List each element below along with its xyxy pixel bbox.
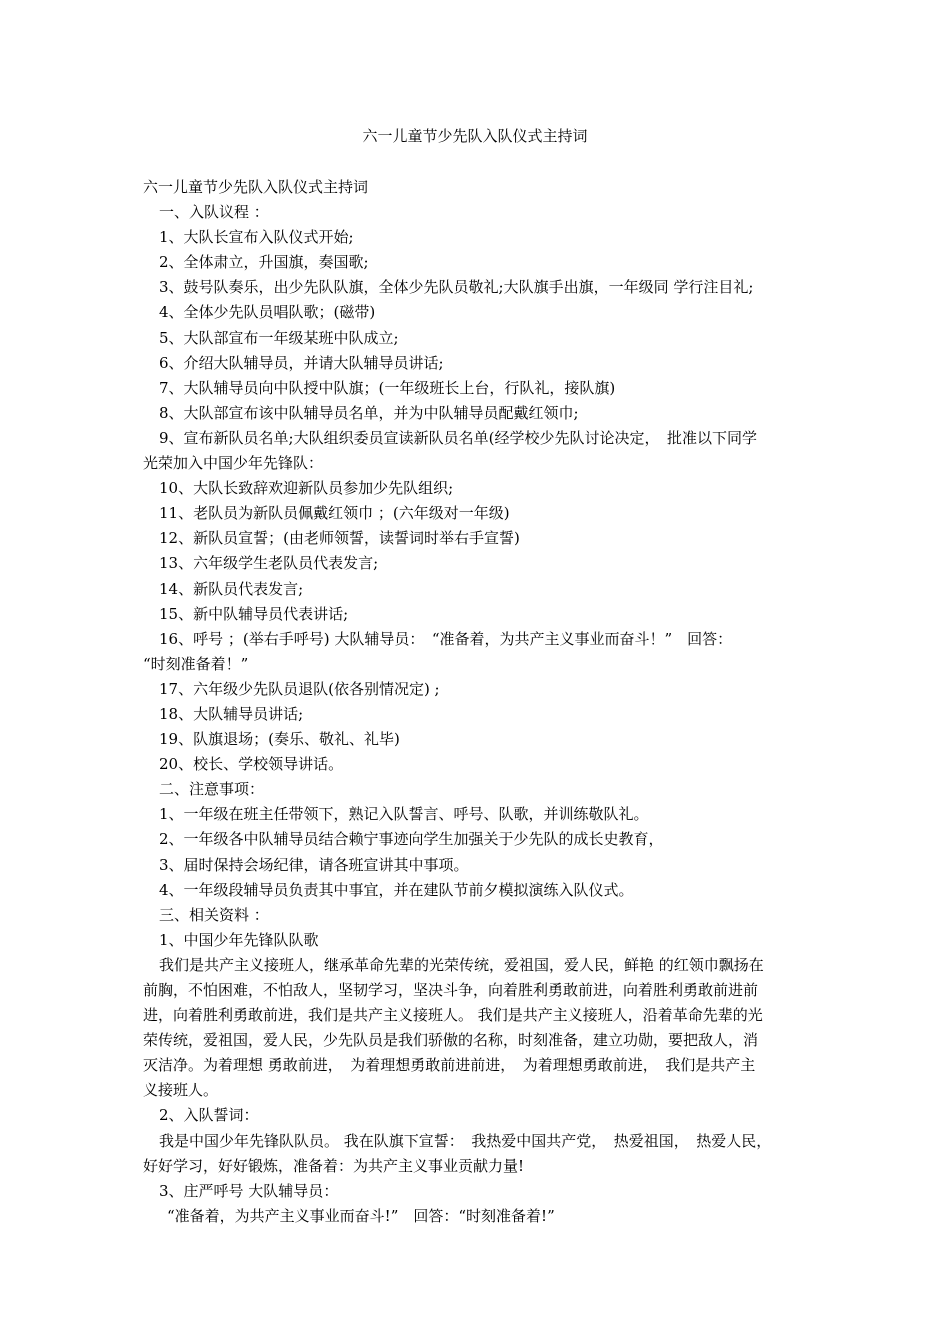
agenda-item-17: 17、六年级少先队员退队(依各别情况定) ; — [159, 679, 440, 698]
note-item-4: 4、一年级段辅导员负责其中事宜，并在建队节前夕模拟演练入队仪式。 — [159, 880, 634, 899]
section-heading-materials: 三、相关资料 ： — [159, 905, 269, 924]
agenda-item-16-line2: “时刻准备着！” — [143, 654, 249, 673]
agenda-item-2: 2、全体肃立，升国旗，奏国歌; — [159, 253, 369, 272]
agenda-item-13: 13、六年级学生老队员代表发言; — [159, 554, 379, 573]
note-item-1: 1、一年级在班主任带领下，熟记入队誓言、呼号、队歌，并训练敬队礼。 — [159, 805, 649, 824]
section-heading-notes: 二、注意事项： — [159, 780, 265, 799]
agenda-item-18: 18、大队辅导员讲话; — [159, 704, 304, 723]
agenda-item-8: 8、大队部宣布该中队辅导员名单，并为中队辅导员配戴红领巾; — [159, 403, 579, 422]
song-line: 进，向着胜利勇敢前进，我们是共产主义接班人。 我们是共产主义接班人，沿着革命先辈的光 — [143, 1006, 763, 1025]
slogan-heading: 3、庄严呼号 大队辅导员： — [159, 1181, 339, 1200]
section-heading-agenda: 一、入队议程 ： — [159, 203, 269, 222]
oath-line: 我是中国少年先锋队队员。 我在队旗下宣誓： 我热爱中国共产党， 热爱祖国， 热爱人民， — [159, 1131, 772, 1150]
note-item-2: 2、一年级各中队辅导员结合赖宁事迹向学生加强关于少先队的成长史教育， — [159, 830, 664, 849]
agenda-item-6: 6、介绍大队辅导员，并请大队辅导员讲话; — [159, 353, 444, 372]
song-line: 义接班人。 — [143, 1081, 219, 1100]
agenda-item-11: 11、老队员为新队员佩戴红领巾 ；(六年级对一年级) — [159, 504, 510, 523]
agenda-item-20: 20、校长、学校领导讲话。 — [159, 755, 344, 774]
song-line: 灭洁净。为着理想 勇敢前进， 为着理想勇敢前进前进， 为着理想勇敢前进， 我们是共产主 — [143, 1056, 756, 1075]
note-item-3: 3、届时保持会场纪律，请各班宣讲其中事项。 — [159, 855, 469, 874]
document-subtitle: 六一儿童节少先队入队仪式主持词 — [143, 178, 369, 196]
oath-line: 好好学习，好好锻炼，准备着：为共产主义事业贡献力量! — [143, 1156, 525, 1175]
agenda-item-12: 12、新队员宣誓；(由老师领誓，读誓词时举右手宣誓) — [159, 529, 520, 548]
agenda-item-7: 7、大队辅导员向中队授中队旗；(一年级班长上台，行队礼，接队旗) — [159, 378, 616, 397]
document-title: 六一儿童节少先队入队仪式主持词 — [362, 127, 588, 145]
song-heading: 1、中国少年先锋队队歌 — [159, 930, 319, 949]
song-line: 我们是共产主义接班人，继承革命先辈的光荣传统，爱祖国，爱人民，鲜艳 的红领巾飘扬在 — [159, 955, 764, 974]
agenda-item-16-line1: 16、呼号 ；(举右手呼号) 大队辅导员： “准备着，为共产主义事业而奋斗！” 回答： — [159, 629, 733, 648]
agenda-item-9-line1: 9、宣布新队员名单;大队组织委员宣读新队员名单(经学校少先队讨论决定， 批准以下同学 — [159, 428, 757, 447]
song-line: 前胸，不怕困难，不怕敌人，坚韧学习，坚决斗争，向着胜利勇敢前进，向着胜利勇敢前进前 — [143, 981, 759, 999]
agenda-item-9-line2: 光荣加入中国少年先锋队： — [143, 454, 324, 473]
agenda-item-4: 4、全体少先队员唱队歌；(磁带) — [159, 303, 376, 322]
agenda-item-15: 15、新中队辅导员代表讲话; — [159, 604, 349, 623]
agenda-item-19: 19、队旗退场；(奏乐、敬礼、礼毕) — [159, 730, 400, 749]
agenda-item-10: 10、大队长致辞欢迎新队员参加少先队组织; — [159, 479, 454, 498]
slogan-text: “准备着，为共产主义事业而奋斗!” 回答：“时刻准备着!” — [167, 1206, 555, 1225]
agenda-item-5: 5、大队部宣布一年级某班中队成立; — [159, 328, 399, 347]
document-body — [143, 175, 809, 1229]
agenda-item-3: 3、鼓号队奏乐，出少先队队旗，全体少先队员敬礼;大队旗手出旗，一年级同 学行注目礼; — [159, 278, 754, 297]
oath-heading: 2、入队誓词： — [159, 1106, 259, 1125]
song-line: 荣传统，爱祖国，爱人民，少先队员是我们骄傲的名称，时刻准备，建立功勋，要把敌人，消 — [143, 1031, 759, 1050]
agenda-item-14: 14、新队员代表发言; — [159, 579, 304, 598]
agenda-item-1: 1、大队长宣布入队仪式开始; — [159, 228, 354, 247]
